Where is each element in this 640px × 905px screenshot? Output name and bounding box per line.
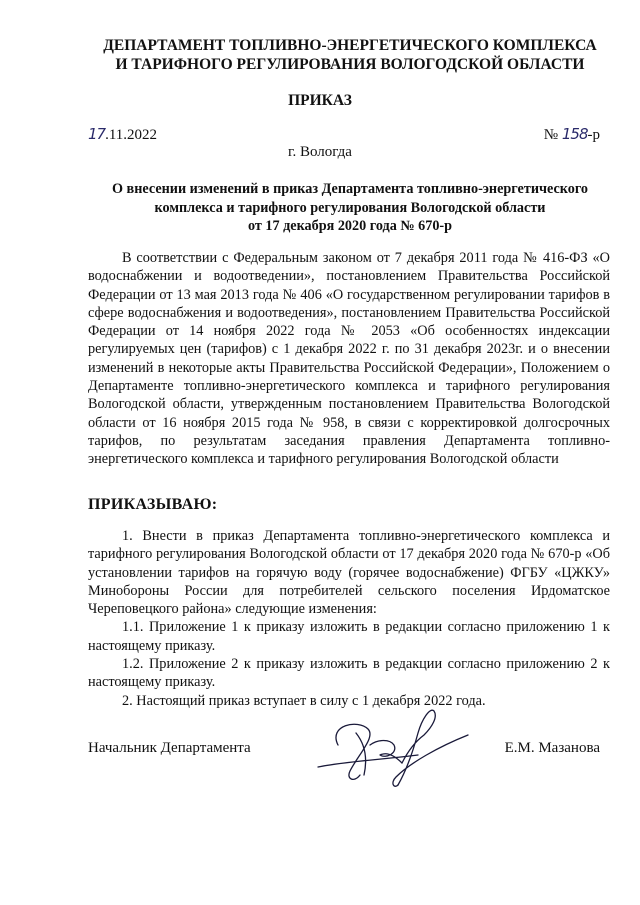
order-subject [60,180,640,236]
handwritten-signature [298,705,473,790]
order-word: ПРИКАЗЫВАЮ: [88,496,218,513]
subject-line-3: от 17 декабря 2020 года № 670-р [247,218,453,234]
date-month-year: .11.2022 [105,127,158,143]
signer-title: Начальник Департамента [88,740,251,756]
preamble-block [88,249,610,469]
department-header [60,36,640,74]
order-date [88,125,157,144]
number-handwritten: 158 [561,125,588,143]
order-item-1-1: 1.1. Приложение 1 к приказу изложить в редакции согласно приложению 1 к настоящему приказу. [88,619,610,654]
subject-line-1: О внесении изменений в приказ Департамента топливно-энергетического [111,181,589,197]
order-item-1-2: 1.2. Приложение 2 к приказу изложить в редакции согласно приложению 2 к настоящему приказу. [88,656,610,691]
header-line-1: ДЕПАРТАМЕНТ ТОПЛИВНО-ЭНЕРГЕТИЧЕСКОГО КОМПЛЕКСА [103,37,597,54]
order-title: ПРИКАЗ [288,92,352,109]
date-day-handwritten: 17 [88,125,106,143]
order-city: г. Вологда [288,144,352,160]
header-line-2: И ТАРИФНОГО РЕГУЛИРОВАНИЯ ВОЛОГОДСКОЙ ОБЛАСТИ [115,56,585,73]
number-suffix: -р [587,127,600,143]
subject-line-2: комплекса и тарифного регулирования Вологодской области [154,199,546,216]
order-item-2: 2. Настоящий приказ вступает в силу с 1 декабря 2022 года. [122,692,486,709]
signer-name: Е.М. Мазанова [504,740,600,756]
preamble-paragraph: В соответствии с Федеральным законом от 7 декабря 2011 года № 416-ФЗ «О водоснабжении и водоотведении», постановлением Правительства Российской Федерации от 13 мая 2013 года № 406 «О государственном регулировании тарифов в сфере водоснабжения и водоотведения», постановлением Правительства Российской Федерации от 14 ноября 2022 года № 2053 «Об особенностях индексации регулируемых цен (тарифов) с 1 декабря 2022 г. по 31 декабря 2023г. и о внесении изменений в некоторые акты Правительства Российской Федерации», Положением о Департаменте топливно-энергетического комплекса и тарифного регулирования Вологодской области, утвержденным постановлением Правительства Вологодской области от 16 ноября 2015 года № 958, в связи с корректировкой долгосрочных тарифов, по результатам заседания правления Департамента топливно-энергетического комплекса и тарифного регулирования Вологодской области [88,250,610,468]
order-item-1: 1. Внести в приказ Департамента топливно-энергетического комплекса и тарифного регулирования Вологодской области от 17 декабря 2020 года № 670-р «Об установлении тарифов на горячую воду (горячее водоснабжение) ФГБУ «ЦЖКУ» Минобороны России для потребителей сельского поселения Ирдоматское Череповецкого района» следующие изменения: [88,528,610,618]
order-number [544,125,600,144]
number-prefix: № [543,127,562,143]
order-items [88,527,610,710]
